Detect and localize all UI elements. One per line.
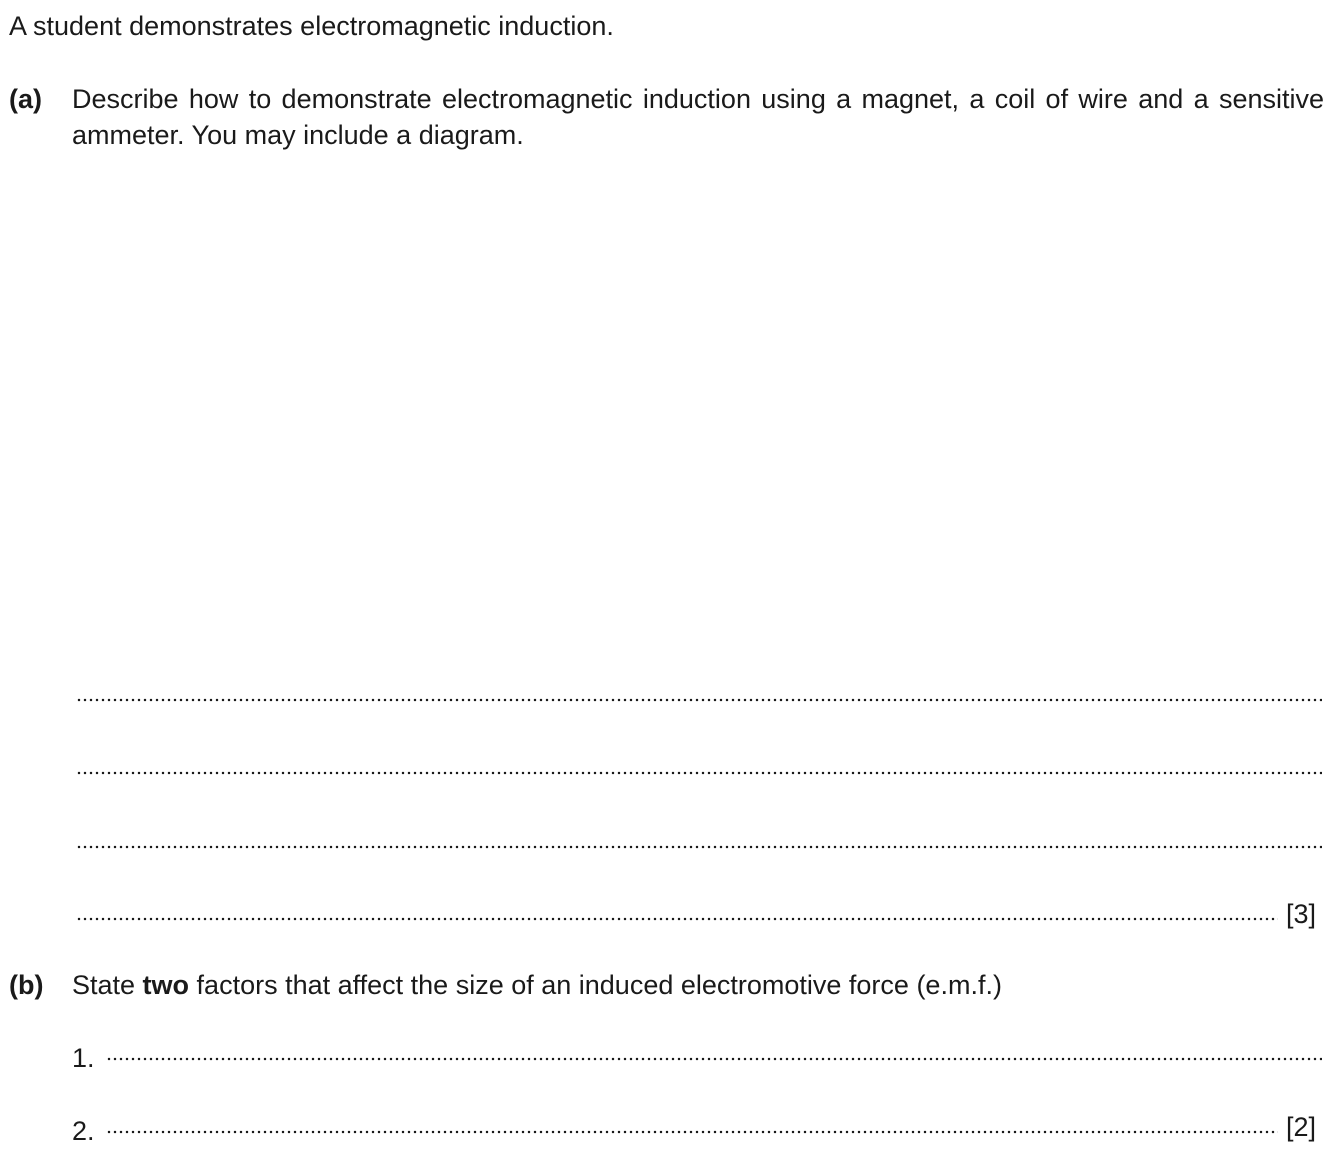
part-b-prompt-emphasis: two	[142, 970, 190, 1000]
answer-line-a1[interactable]	[76, 698, 1322, 702]
part-b-marks: [2]	[1286, 1112, 1317, 1142]
question-intro: A student demonstrates electromagnetic induction.	[9, 11, 614, 41]
part-b-prompt	[72, 967, 1002, 1003]
answer-line-a3[interactable]	[76, 845, 1322, 849]
item-2-label: 2.	[72, 1116, 95, 1146]
part-a-marks: [3]	[1286, 899, 1317, 929]
part-b-label: (b)	[9, 970, 44, 1000]
answer-line-b1[interactable]	[106, 1057, 1322, 1061]
part-b-prompt-start: State	[72, 970, 143, 1000]
diagram-space[interactable]	[72, 160, 1322, 670]
answer-line-b2[interactable]	[106, 1130, 1278, 1134]
part-b-prompt-end: factors that affect the size of an induced electromotive force (e.m.f.)	[189, 970, 1002, 1000]
part-a-prompt: Describe how to demonstrate electromagnetic induction using a magnet, a coil of wire and a sensitive ammeter. You may include a diagram.	[72, 84, 1324, 150]
part-a-label: (a)	[9, 84, 42, 114]
answer-line-a4[interactable]	[76, 917, 1278, 921]
item-1-label: 1.	[72, 1043, 95, 1073]
answer-line-a2[interactable]	[76, 771, 1322, 775]
